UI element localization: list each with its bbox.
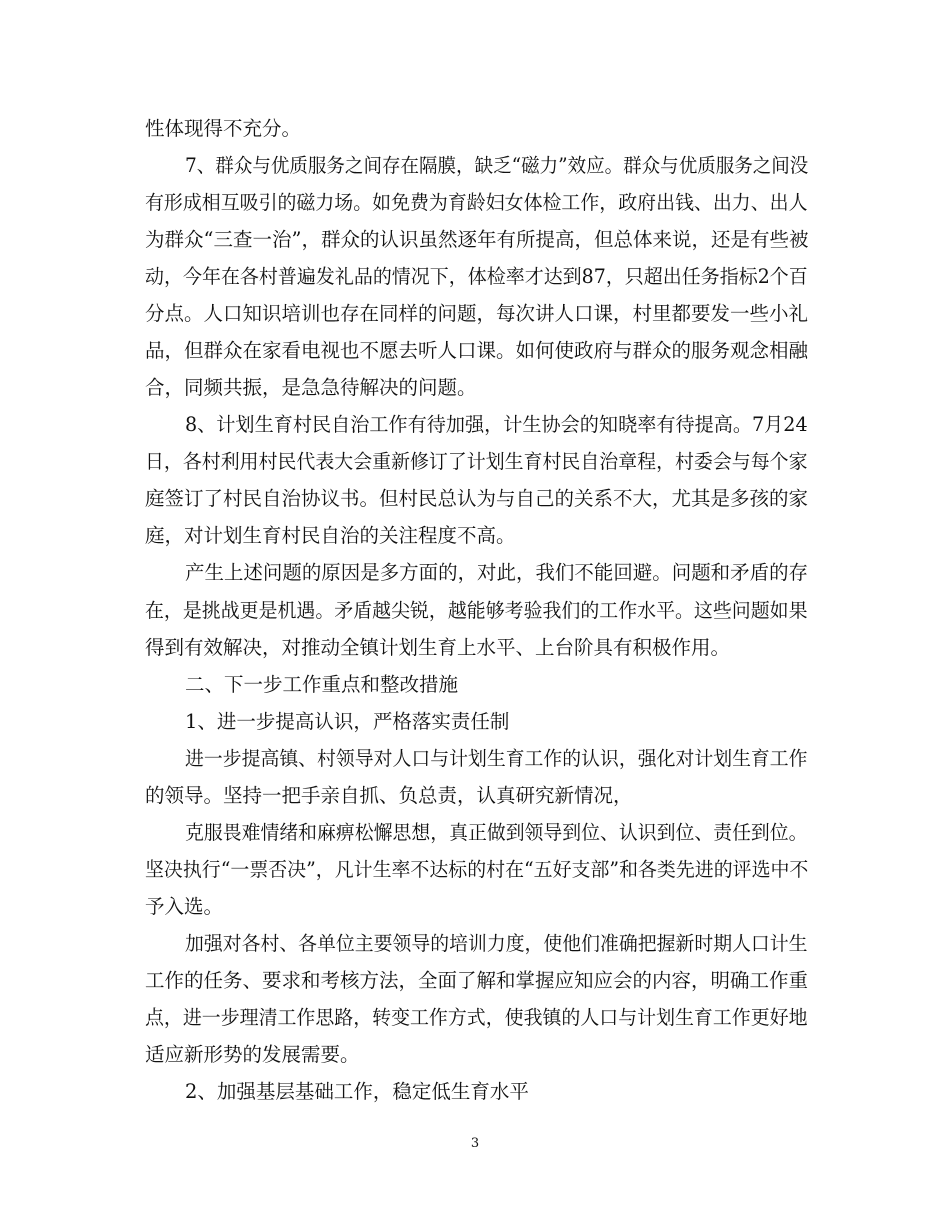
paragraph-line: 分点。人口知识培训也存在同样的问题，每次讲人口课，村里都要发一些小礼: [145, 302, 809, 325]
paragraph-line: 有形成相互吸引的磁力场。如免费为育龄妇女体检工作，政府出钱、出力、出人: [145, 191, 808, 214]
paragraph-line: 合，同频共振，是急急待解决的问题。: [145, 376, 477, 399]
paragraph-line: 点，进一步理清工作思路，转变工作方式，使我镇的人口与计划生育工作更好地: [145, 1006, 808, 1029]
paragraph-line: 庭，对计划生育村民自治的关注程度不高。: [145, 524, 516, 547]
paragraph-line: 进一步提高镇、村领导对人口与计划生育工作的认识，强化对计划生育工作: [185, 747, 808, 770]
paragraph-line: 的领导。坚持一把手亲自抓、负总责，认真研究新情况，: [145, 784, 633, 807]
paragraph-line: 产生上述问题的原因是多方面的，对此，我们不能回避。问题和矛盾的存: [185, 561, 809, 584]
paragraph-line: 得到有效解决，对推动全镇计划生育上水平、上台阶具有积极作用。: [145, 636, 731, 659]
paragraph-line: 品，但群众在家看电视也不愿去听人口课。如何使政府与群众的服务观念相融: [145, 339, 809, 362]
section-heading: 二、下一步工作重点和整改措施: [185, 673, 459, 696]
paragraph-line: 为群众“三查一治”，群众的认识虽然逐年有所提高，但总体来说，还是有些被: [145, 228, 809, 251]
page-number: 3: [470, 1136, 480, 1151]
paragraph-line: 予入选。: [145, 895, 224, 918]
paragraph-line: 坚决执行“一票否决”，凡计生率不达标的村在“五好支部”和各类先进的评选中不: [145, 858, 809, 881]
paragraph-line: 7、群众与优质服务之间存在隔膜，缺乏“磁力”效应。群众与优质服务之间没: [185, 154, 809, 177]
paragraph-line: 工作的任务、要求和考核方法，全面了解和掌握应知应会的内容，明确工作重: [145, 969, 809, 992]
paragraph-line: 动，今年在各村普遍发礼品的情况下，体检率才达到87，只超出任务指标2个百: [145, 265, 808, 288]
paragraph-line: 适应新形势的发展需要。: [145, 1043, 360, 1066]
paragraph-line: 性体现得不充分。: [145, 117, 302, 140]
paragraph-line: 加强对各村、各单位主要领导的培训力度，使他们准确把握新时期人口计生: [185, 932, 808, 955]
paragraph-line: 日，各村利用村民代表大会重新修订了计划生育村民自治章程，村委会与每个家: [145, 450, 808, 473]
paragraph-line: 8、计划生育村民自治工作有待加强，计生协会的知晓率有待提高。7月24: [185, 413, 808, 436]
paragraph-line: 在，是挑战更是机遇。矛盾越尖锐，越能够考验我们的工作水平。这些问题如果: [145, 599, 808, 622]
subsection-heading: 1、进一步提高认识，严格落实责任制: [185, 710, 510, 733]
paragraph-line: 庭签订了村民自治协议书。但村民总认为与自己的关系不大，尤其是多孩的家: [145, 487, 809, 510]
subsection-heading: 2、加强基层基础工作，稳定低生育水平: [185, 1080, 529, 1103]
paragraph-line: 克服畏难情绪和麻痹松懈思想，真正做到领导到位、认识到位、责任到位。: [185, 821, 808, 844]
